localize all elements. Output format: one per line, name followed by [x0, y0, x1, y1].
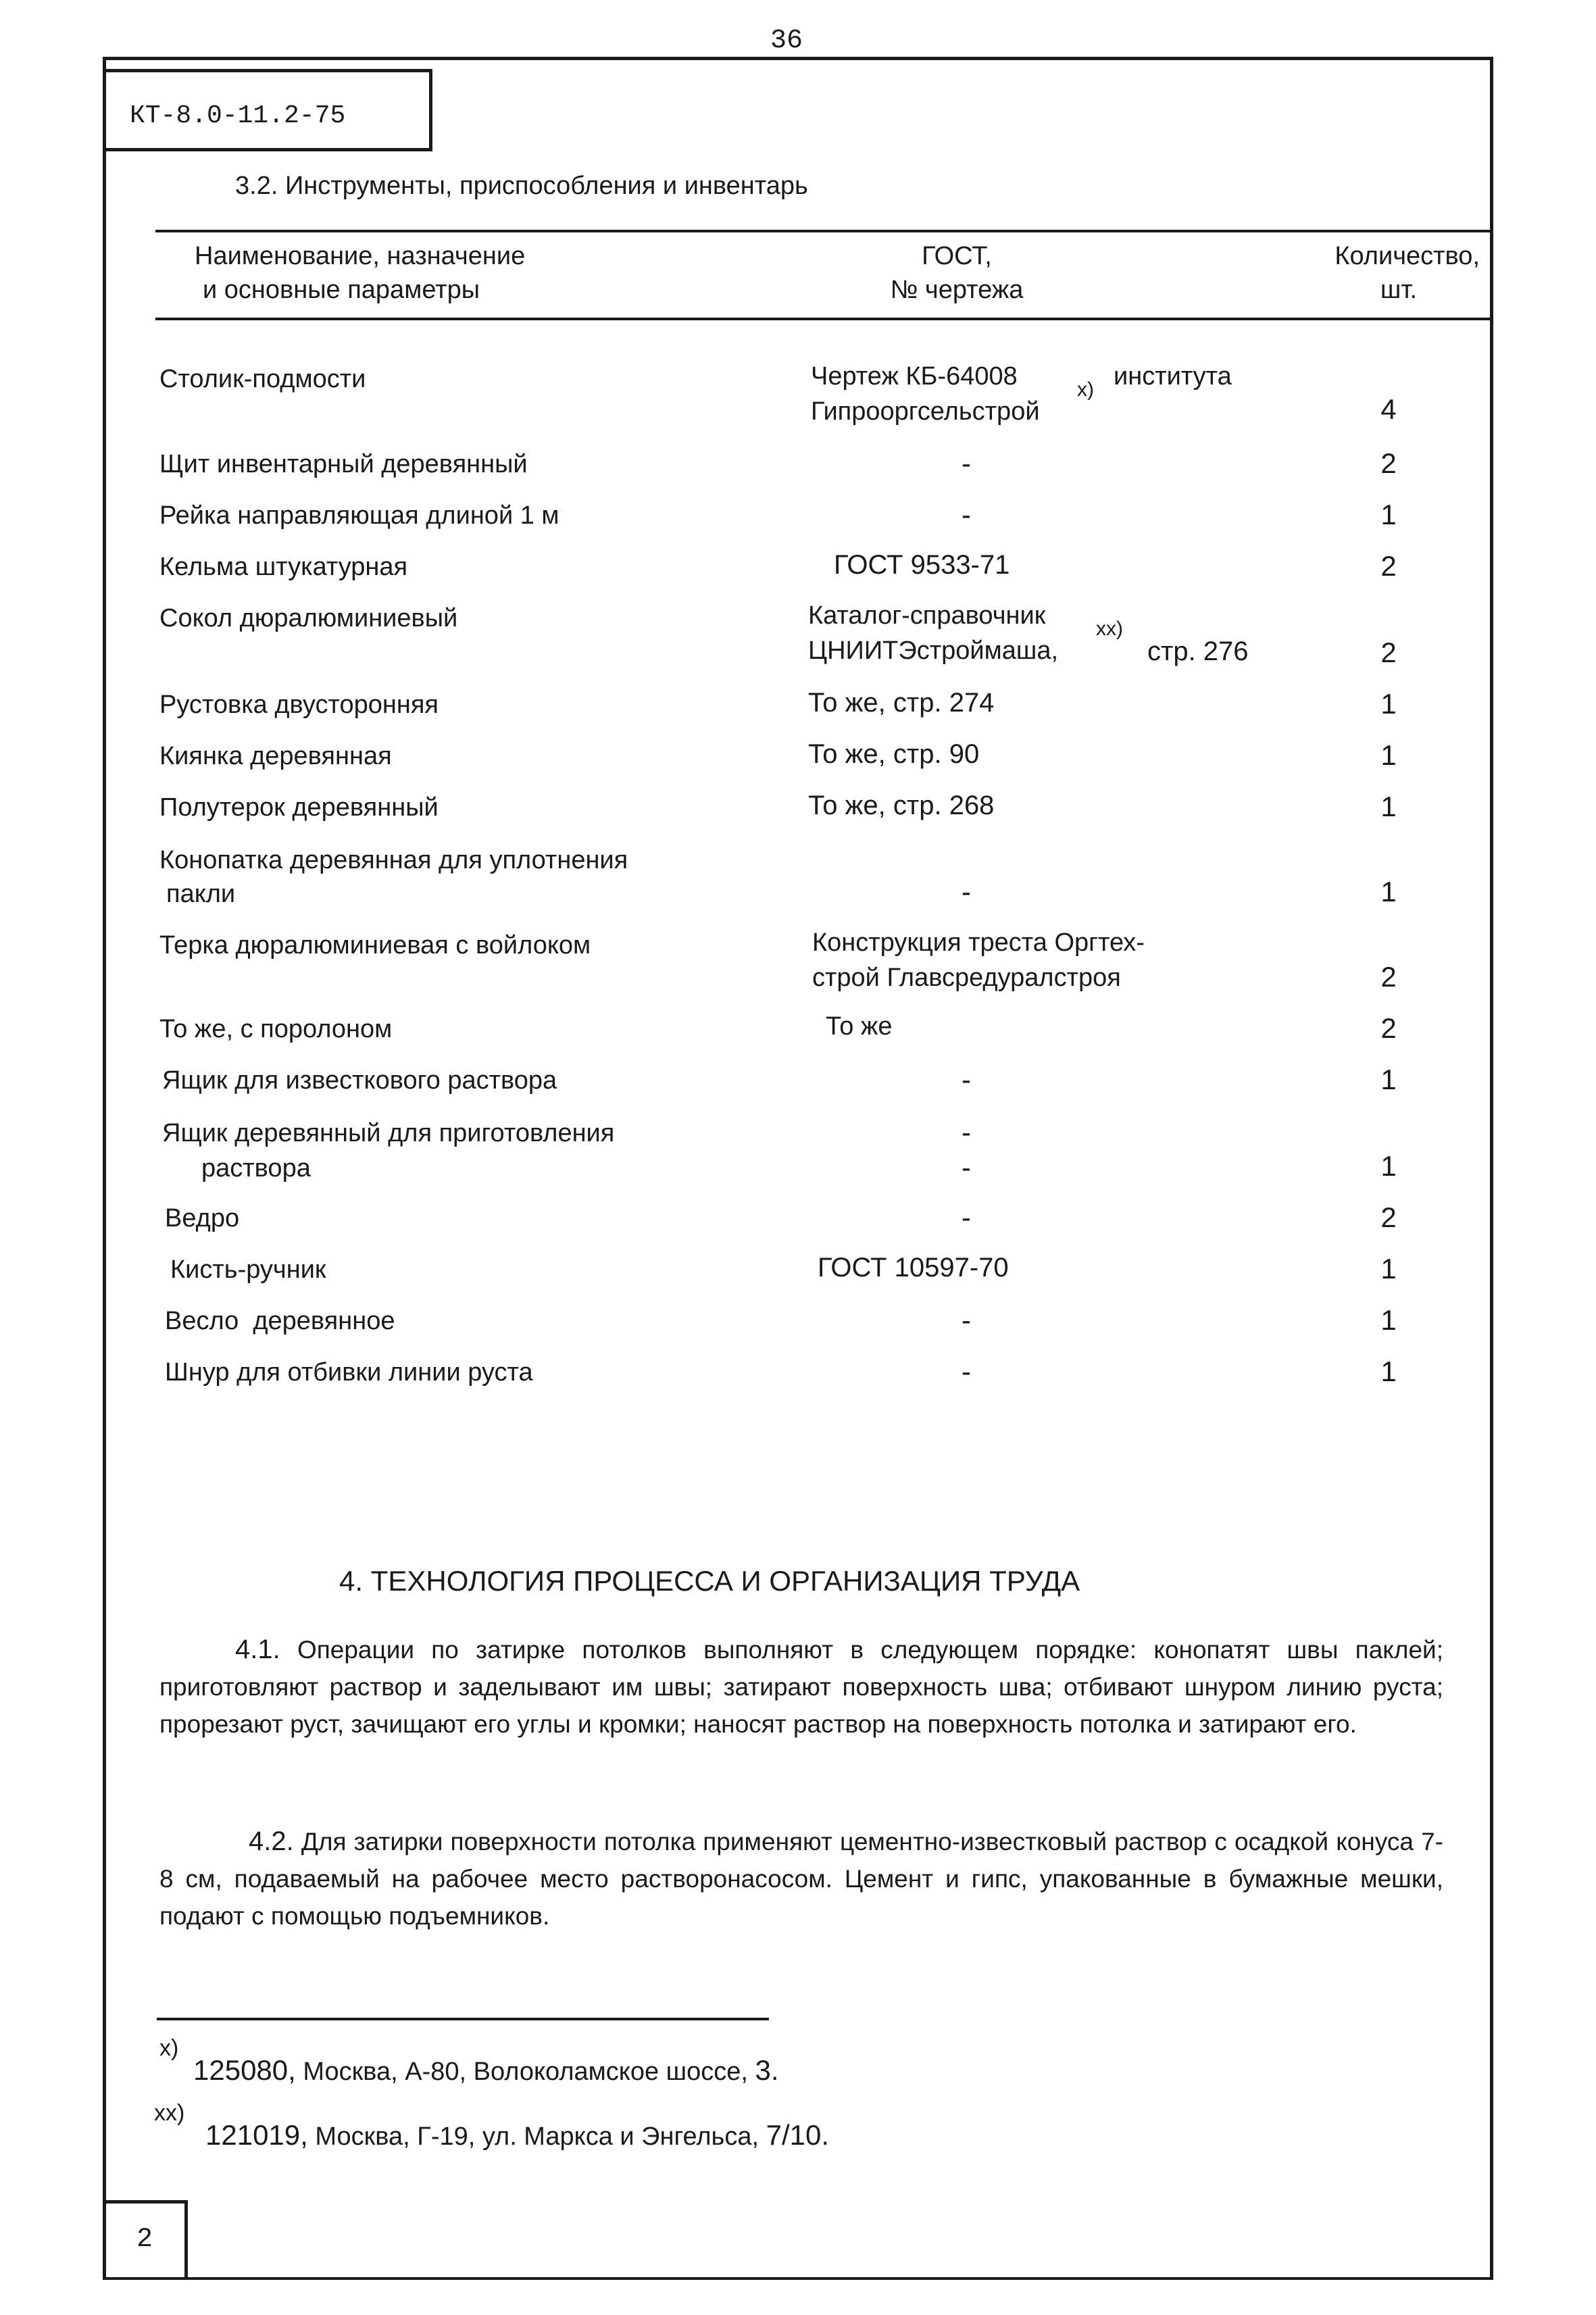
footnote-text: 121019, Москва, Г-19, ул. Маркса и Энгельса, 7/10.: [205, 2119, 830, 2151]
row-qty: 1: [1380, 876, 1397, 907]
footnote-text: 125080, Москва, А-80, Волоколамское шоссе, 3.: [193, 2054, 779, 2086]
footnote-mark: xx): [1096, 618, 1123, 640]
footnote-separator: [157, 2018, 769, 2020]
header-gost-line1: ГОСТ,: [922, 242, 992, 270]
row-qty: 2: [1380, 447, 1397, 479]
row-gost: ЦНИИТЭстроймаша,: [808, 637, 1059, 665]
table-header-rule: [155, 318, 1493, 320]
row-name: Ведро: [165, 1204, 240, 1233]
sheet-number: 2: [136, 2224, 153, 2255]
row-name: пакли: [166, 880, 236, 908]
row-name: Конопатка деревянная для уплотнения: [159, 846, 628, 874]
row-name: Сокол дюралюминиевый: [159, 604, 458, 632]
row-name: Кельма штукатурная: [159, 553, 408, 581]
row-name: Весло деревянное: [165, 1307, 395, 1335]
paragraph-number: 4.1.: [235, 1635, 280, 1664]
row-name: Терка дюралюминиевая с войлоком: [159, 931, 591, 960]
row-gost: То же, стр. 268: [808, 791, 995, 820]
row-name: Полутерок деревянный: [159, 793, 439, 822]
row-name: Киянка деревянная: [159, 742, 392, 770]
row-gost: -: [962, 876, 971, 907]
table-top-rule: [155, 230, 1493, 232]
row-gost: -: [962, 1151, 971, 1183]
row-name: Кисть-ручник: [170, 1255, 326, 1284]
row-qty: 1: [1380, 791, 1397, 822]
row-gost: -: [962, 1355, 971, 1387]
row-name: Шнур для отбивки линии руста: [165, 1358, 533, 1387]
row-qty: 2: [1380, 1012, 1397, 1044]
row-gost: строй Главсредуралстроя: [812, 964, 1121, 992]
header-qty-line2: шт.: [1380, 276, 1418, 304]
row-gost: То же: [826, 1012, 893, 1041]
row-qty: 1: [1380, 1355, 1397, 1387]
row-gost: -: [962, 1064, 971, 1095]
footnote-mark: x): [1077, 378, 1094, 401]
paragraph-text: Операции по затирке потолков выполняют в следующем порядке: конопатят швы паклей; приготовляют раствор и заделывают им швы; затирают поверхность шва; отбивают шнуром линию руста; прорезают руст, зачищают его углы и кромки; наносят раствор на поверхность потолка и затирают его.: [159, 1636, 1443, 1738]
paragraph-number: 4.2.: [249, 1826, 294, 1856]
row-qty: 1: [1380, 1150, 1397, 1182]
row-gost: -: [962, 447, 971, 479]
row-gost: Каталог-справочник: [808, 601, 1046, 630]
row-name: раствора: [201, 1154, 311, 1183]
row-name: Рейка направляющая длиной 1 м: [159, 501, 559, 530]
row-qty: 1: [1380, 1304, 1397, 1336]
row-gost: То же, стр. 274: [808, 688, 995, 718]
header-qty-line1: Количество,: [1335, 242, 1480, 270]
row-qty: 1: [1380, 739, 1397, 771]
header-gost-line2: № чертежа: [890, 276, 1024, 304]
row-name: Столик-подмости: [159, 365, 366, 393]
row-gost: -: [962, 499, 971, 530]
row-qty: 1: [1380, 1064, 1397, 1095]
paragraph-text: Для затирки поверхности потолка применяют цементно-известковый раствор с осадкой конуса 7-8 см, подаваемый на рабочее место растворонасосом. Цемент и гипс, упакованные в бумажные мешки, подают с помощью подъемников.: [159, 1828, 1443, 1930]
row-name: То же, с поролоном: [159, 1015, 393, 1043]
row-gost: Чертеж КБ-64008: [811, 362, 1018, 391]
row-gost: То же, стр. 90: [808, 739, 980, 769]
row-qty: 4: [1380, 393, 1397, 425]
row-gost: -: [962, 1304, 971, 1336]
row-qty: 2: [1380, 637, 1397, 668]
footnote-mark: xx): [154, 2100, 185, 2126]
row-gost: стр. 276: [1147, 637, 1249, 666]
page-number: 36: [770, 26, 803, 56]
row-name: Ящик деревянный для приготовления: [162, 1119, 615, 1147]
row-gost: -: [962, 1201, 971, 1233]
document-code: КТ-8.0-11.2-75: [130, 101, 346, 130]
row-gost: ГОСТ 9533-71: [834, 550, 1010, 580]
footnote-mark: x): [159, 2035, 179, 2061]
row-gost: ГОСТ 10597-70: [818, 1253, 1009, 1283]
row-name: Щит инвентарный деревянный: [159, 450, 528, 478]
section-heading: 4. ТЕХНОЛОГИЯ ПРОЦЕССА И ОРГАНИЗАЦИЯ ТРУДА: [339, 1565, 1080, 1597]
row-gost: Конструкция треста Оргтех-: [812, 928, 1145, 957]
row-qty: 1: [1380, 1253, 1397, 1285]
row-gost: института: [1114, 362, 1232, 391]
row-qty: 1: [1380, 688, 1397, 720]
row-qty: 2: [1380, 1201, 1397, 1233]
row-name: Рустовка двусторонняя: [159, 691, 439, 719]
header-name-line1: Наименование, назначение: [195, 242, 526, 270]
paragraph-4-2: [159, 1823, 1443, 1935]
row-name: Ящик для известкового раствора: [162, 1066, 557, 1095]
row-gost: -: [962, 1116, 971, 1148]
header-name-line2: и основные параметры: [203, 276, 480, 304]
row-gost: Гипрооргсельстрой: [811, 397, 1040, 426]
paragraph-4-1: [159, 1631, 1443, 1743]
row-qty: 1: [1380, 499, 1397, 530]
row-qty: 2: [1380, 961, 1397, 993]
row-qty: 2: [1380, 550, 1397, 582]
section-title: 3.2. Инструменты, приспособления и инвентарь: [235, 172, 808, 200]
